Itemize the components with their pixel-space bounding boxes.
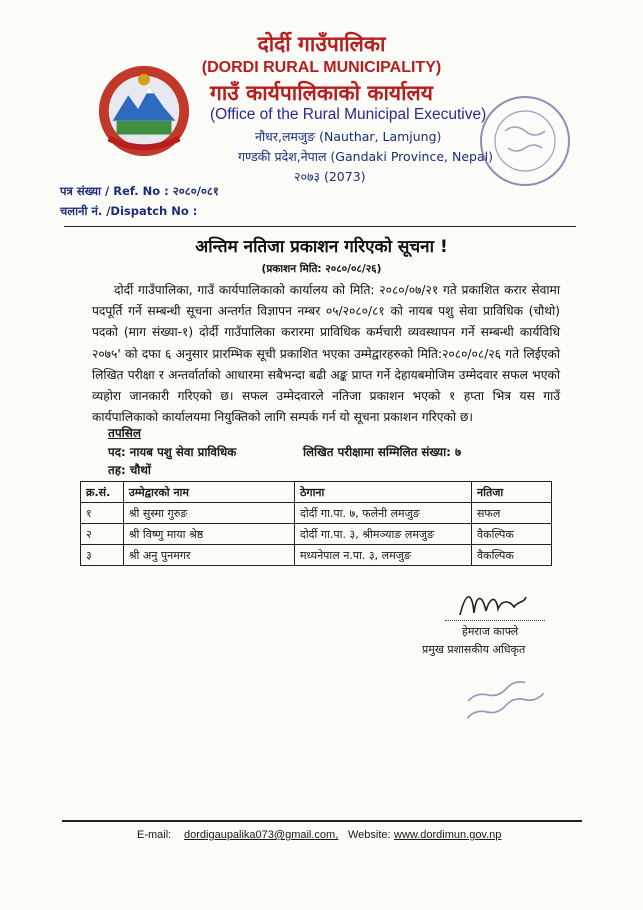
cell-candidate-name: श्री सुस्मा गुरुङ	[123, 503, 294, 524]
post-level: तह: चौथों	[108, 463, 151, 477]
notice-body: दोर्दी गाउँपालिका, गाउँ कार्यपालिकाको कार्यालय को मिति: २०८०/०७/२१ गते प्रकाशित करार सेवामा पदपूर्ति गर्ने सम्बन्धी सूचना अन्तर्गत विज्ञापन नम्बर ०५/२०८०/८१ को नायब पशु सेवा प्राविधिक (चौथो) पदको (माग संख्या-१) दोर्दी गाउँपालिका करारमा प्राविधिक कर्मचारी व्यवस्थापन गर्ने सम्बन्धी कार्यविधि २०७५' को दफा ६ अनुसार प्रारम्भिक सूची प्रकाशित भएका उम्मेद्वारहरुको मिति:२०८०/०८/२६ गते लिईएको लिखित परीक्षा र अन्तर्वार्ताको आधारमा सबैभन्दा बढी अङ्क प्राप्त गर्ने देहायबमोजिम उम्मेदवार सफल भएको व्यहोरा जानकारी गरिएको छ। सफल उम्मेदवारले नतिजा प्रकाशन भएको १ हप्ता भित्र यस गाउँ कार्यपालिकाको कार्यालयमा नियुक्तिको लागि सम्पर्क गर्न यो सूचना प्रकाशन गरिएको छ।	[92, 283, 560, 425]
exam-participant-count: लिखित परीक्षामा सम्मिलित संख्या: ७	[303, 445, 462, 459]
website-link[interactable]: www.dordimun.gov.np	[394, 829, 502, 841]
office-seal-icon	[470, 86, 580, 196]
publication-date: (प्रकाशन मिति: २०८०/०८/२६)	[261, 263, 382, 275]
notice-title: अन्तिम नतिजा प्रकाशन गरिएको सूचना !	[195, 237, 448, 257]
details-heading: तपसिल	[108, 426, 142, 440]
office-title-en: (Office of the Rural Municipal Executive)	[210, 106, 487, 123]
post-name: पद: नायब पशु सेवा प्राविधिक	[108, 445, 237, 459]
email-link[interactable]: dordigaupalika073@gmail.com,	[184, 829, 339, 841]
website-label: Website:	[348, 829, 391, 841]
cell-address: मध्यनेपाल न.पा. ३, लमजुङ	[294, 545, 471, 566]
cell-result: वैकल्पिक	[472, 545, 552, 566]
office-seal-icon	[448, 660, 558, 730]
table-header-row	[81, 482, 552, 503]
handwritten-signature-icon	[452, 585, 532, 625]
cell-result: सफल	[472, 503, 552, 524]
footer-divider	[62, 820, 582, 822]
table-row	[81, 503, 552, 524]
cell-serial: ३	[81, 545, 124, 566]
table-row	[81, 545, 552, 566]
address-line-2: गण्डकी प्रदेश,नेपाल (Gandaki Province, Nepal)	[238, 149, 493, 164]
cell-candidate-name: श्री अनु पुनमगर	[123, 545, 294, 566]
municipality-title-np: दोर्दी गाउँपालिका	[257, 32, 386, 56]
cell-serial: १	[81, 503, 124, 524]
cell-candidate-name: श्री विष्णु माया श्रेष्ठ	[123, 524, 294, 545]
signer-name: हेमराज काफ्ले	[462, 625, 519, 638]
header-candidate-name: उम्मेद्वारको नाम	[123, 482, 294, 503]
office-title-np: गाउँ कार्यपालिकाको कार्यालय	[210, 81, 433, 105]
header-serial: क्र.सं.	[81, 482, 124, 503]
cell-address: दोर्दी गा.पा. ३, श्रीमञ्याङ लमजुङ	[294, 524, 471, 545]
results-table	[80, 481, 552, 566]
municipality-title-en: (DORDI RURAL MUNICIPALITY)	[201, 59, 442, 76]
signature-line	[445, 620, 545, 621]
header-divider	[64, 226, 576, 227]
cell-result: वैकल्पिक	[472, 524, 552, 545]
signer-title: प्रमुख प्रशासकीय अधिकृत	[422, 643, 526, 656]
cell-serial: २	[81, 524, 124, 545]
table-row	[81, 524, 552, 545]
address-line-1: नौधर,लमजुङ (Nauthar, Lamjung)	[255, 129, 442, 144]
dispatch-number: चलानी नं. /Dispatch No :	[60, 204, 198, 218]
header-result: नतिजा	[472, 482, 552, 503]
reference-number: पत्र संख्या / Ref. No : २०८०/०८१	[60, 184, 219, 198]
cell-address: दोर्दी गा.पा. ७, फलेनी लमजुङ	[294, 503, 471, 524]
email-label: E-mail:	[137, 829, 172, 841]
header-address: ठेगाना	[294, 482, 471, 503]
established-year: २०७३ (2073)	[294, 169, 366, 184]
